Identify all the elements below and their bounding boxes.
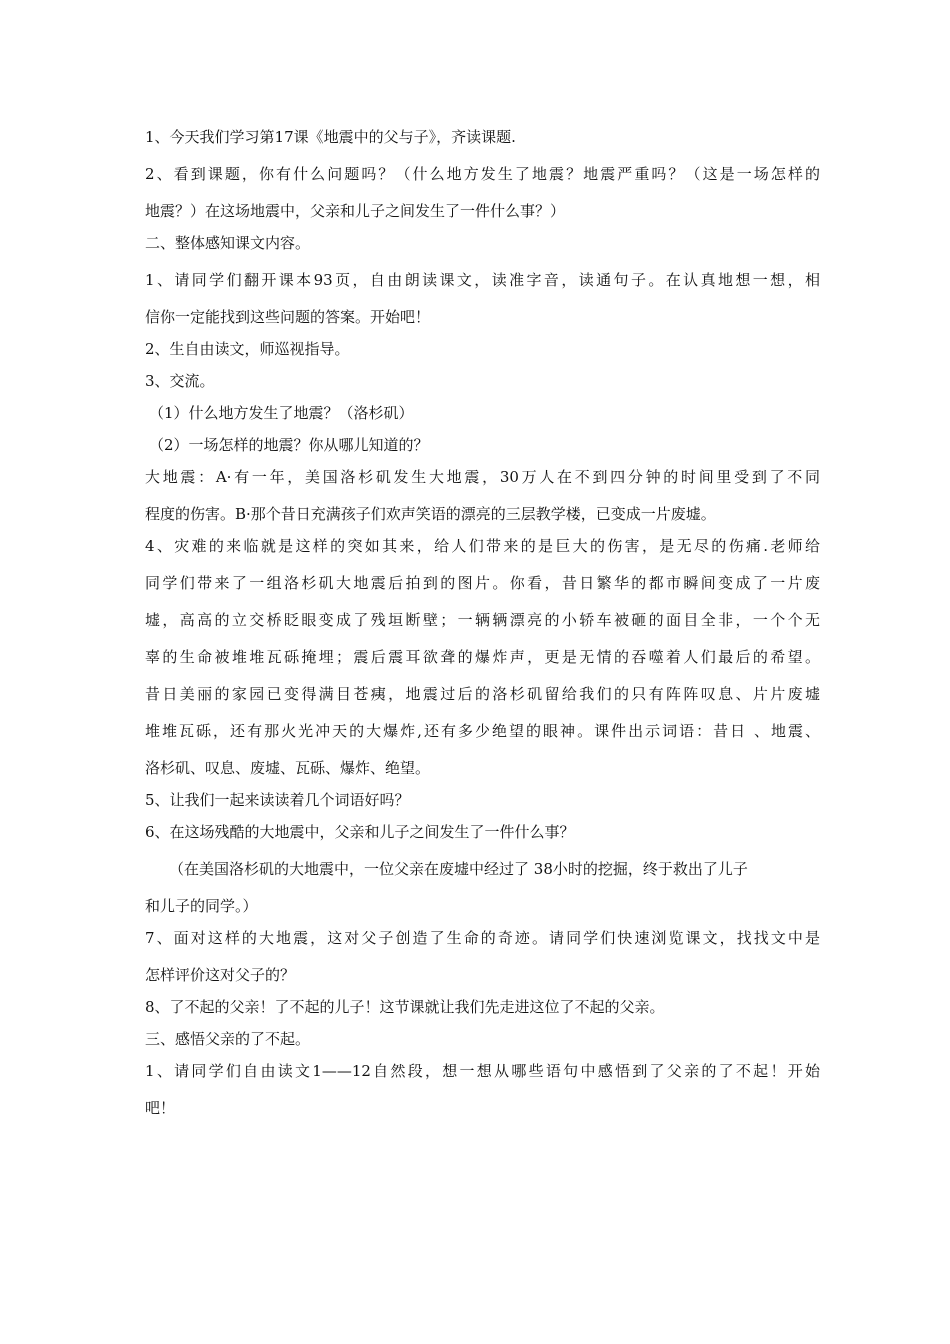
paragraph-line: （1）什么地方发生了地震？（洛杉矶） (149, 404, 414, 422)
paragraph-line (145, 720, 820, 742)
paragraph-line: 怎样评价这对父子的？ (145, 966, 296, 984)
paragraph-line-text: 4、灾难的来临就是这样的突如其来，给人们带来的是巨大的伤害，是无尽的伤痛.老师给 (145, 537, 820, 555)
paragraph-line: 1、今天我们学习第17课《地震中的父与子》，齐读课题. (145, 128, 516, 146)
document-body (145, 126, 820, 1129)
paragraph-line-text: 2、看到课题，你有什么问题吗？（什么地方发生了地震？地震严重吗？（这是一场怎样的 (145, 165, 820, 183)
paragraph-line (145, 646, 820, 668)
paragraph-line: 和儿子的同学。） (145, 897, 258, 915)
paragraph-line (145, 683, 820, 705)
paragraph-line: 6、在这场残酷的大地震中，父亲和儿子之间发生了一件什么事？ (145, 823, 575, 841)
paragraph-line-text: 辜的生命被堆堆瓦砾掩埋；震后震耳欲聋的爆炸声，更是无情的吞噬着人们最后的希望。 (145, 648, 820, 666)
paragraph-line: 洛杉矶、叹息、废墟、瓦砾、爆炸、绝望。 (145, 759, 431, 777)
paragraph-line-text: 同学们带来了一组洛杉矶大地震后拍到的图片。你看，昔日繁华的都市瞬间变成了一片废 (145, 574, 820, 592)
paragraph-line: 信你一定能找到这些问题的答案。开始吧！ (145, 308, 431, 326)
paragraph-line: 程度的伤害。B·那个昔日充满孩子们欢声笑语的漂亮的三层教学楼，已变成一片废墟。 (145, 505, 716, 523)
paragraph-line: 8、了不起的父亲！了不起的儿子！这节课就让我们先走进这位了不起的父亲。 (145, 998, 665, 1016)
paragraph-line: 5、让我们一起来读读着几个词语好吗？ (145, 791, 410, 809)
paragraph-line (145, 1060, 820, 1082)
paragraph-line (145, 269, 820, 291)
paragraph-line (145, 927, 820, 949)
paragraph-line (145, 163, 820, 185)
paragraph-line: 2、生自由读文，师巡视指导。 (145, 340, 350, 358)
paragraph-line: 吧！ (145, 1099, 176, 1117)
paragraph-line-text: 大地震：A·有一年，美国洛杉矶发生大地震，30万人在不到四分钟的时间里受到了不同 (145, 468, 820, 486)
paragraph-line: 3、交流。 (145, 372, 215, 390)
section-heading: 三、感悟父亲的了不起。 (145, 1030, 311, 1048)
paragraph-line: （2）一场怎样的地震？你从哪儿知道的？ (149, 436, 429, 454)
paragraph-line-text: 1、请同学们自由读文1——12自然段，想一想从哪些语句中感悟到了父亲的了不起！开始 (145, 1062, 820, 1080)
paragraph-line-text: 1、请同学们翻开课本93页，自由朗读课文，读准字音，读通句子。在认真地想一想，相 (145, 271, 820, 289)
paragraph-line (145, 466, 820, 488)
paragraph-line: 地震？）在这场地震中，父亲和儿子之间发生了一件什么事？） (145, 202, 566, 220)
paragraph-line-text: 堆堆瓦砾，还有那火光冲天的大爆炸,还有多少绝望的眼神。课件出示词语：昔日 、地震、 (145, 722, 820, 740)
paragraph-line-text: 墟，高高的立交桥眨眼变成了残垣断壁；一辆辆漂亮的小轿车被砸的面目全非，一个个无 (145, 611, 820, 629)
section-heading: 二、整体感知课文内容。 (145, 234, 311, 252)
paragraph-line (145, 609, 820, 631)
paragraph-line-text: 昔日美丽的家园已变得满目苍痍，地震过后的洛杉矶留给我们的只有阵阵叹息、片片废墟 (145, 685, 820, 703)
paragraph-line-text: 7、面对这样的大地震，这对父子创造了生命的奇迹。请同学们快速浏览课文，找找文中是 (145, 929, 820, 947)
paragraph-line (145, 572, 820, 594)
paragraph-line (145, 535, 820, 557)
paragraph-line: （在美国洛杉矶的大地震中，一位父亲在废墟中经过了 38小时的挖掘，终于救出了儿子 (169, 860, 748, 878)
